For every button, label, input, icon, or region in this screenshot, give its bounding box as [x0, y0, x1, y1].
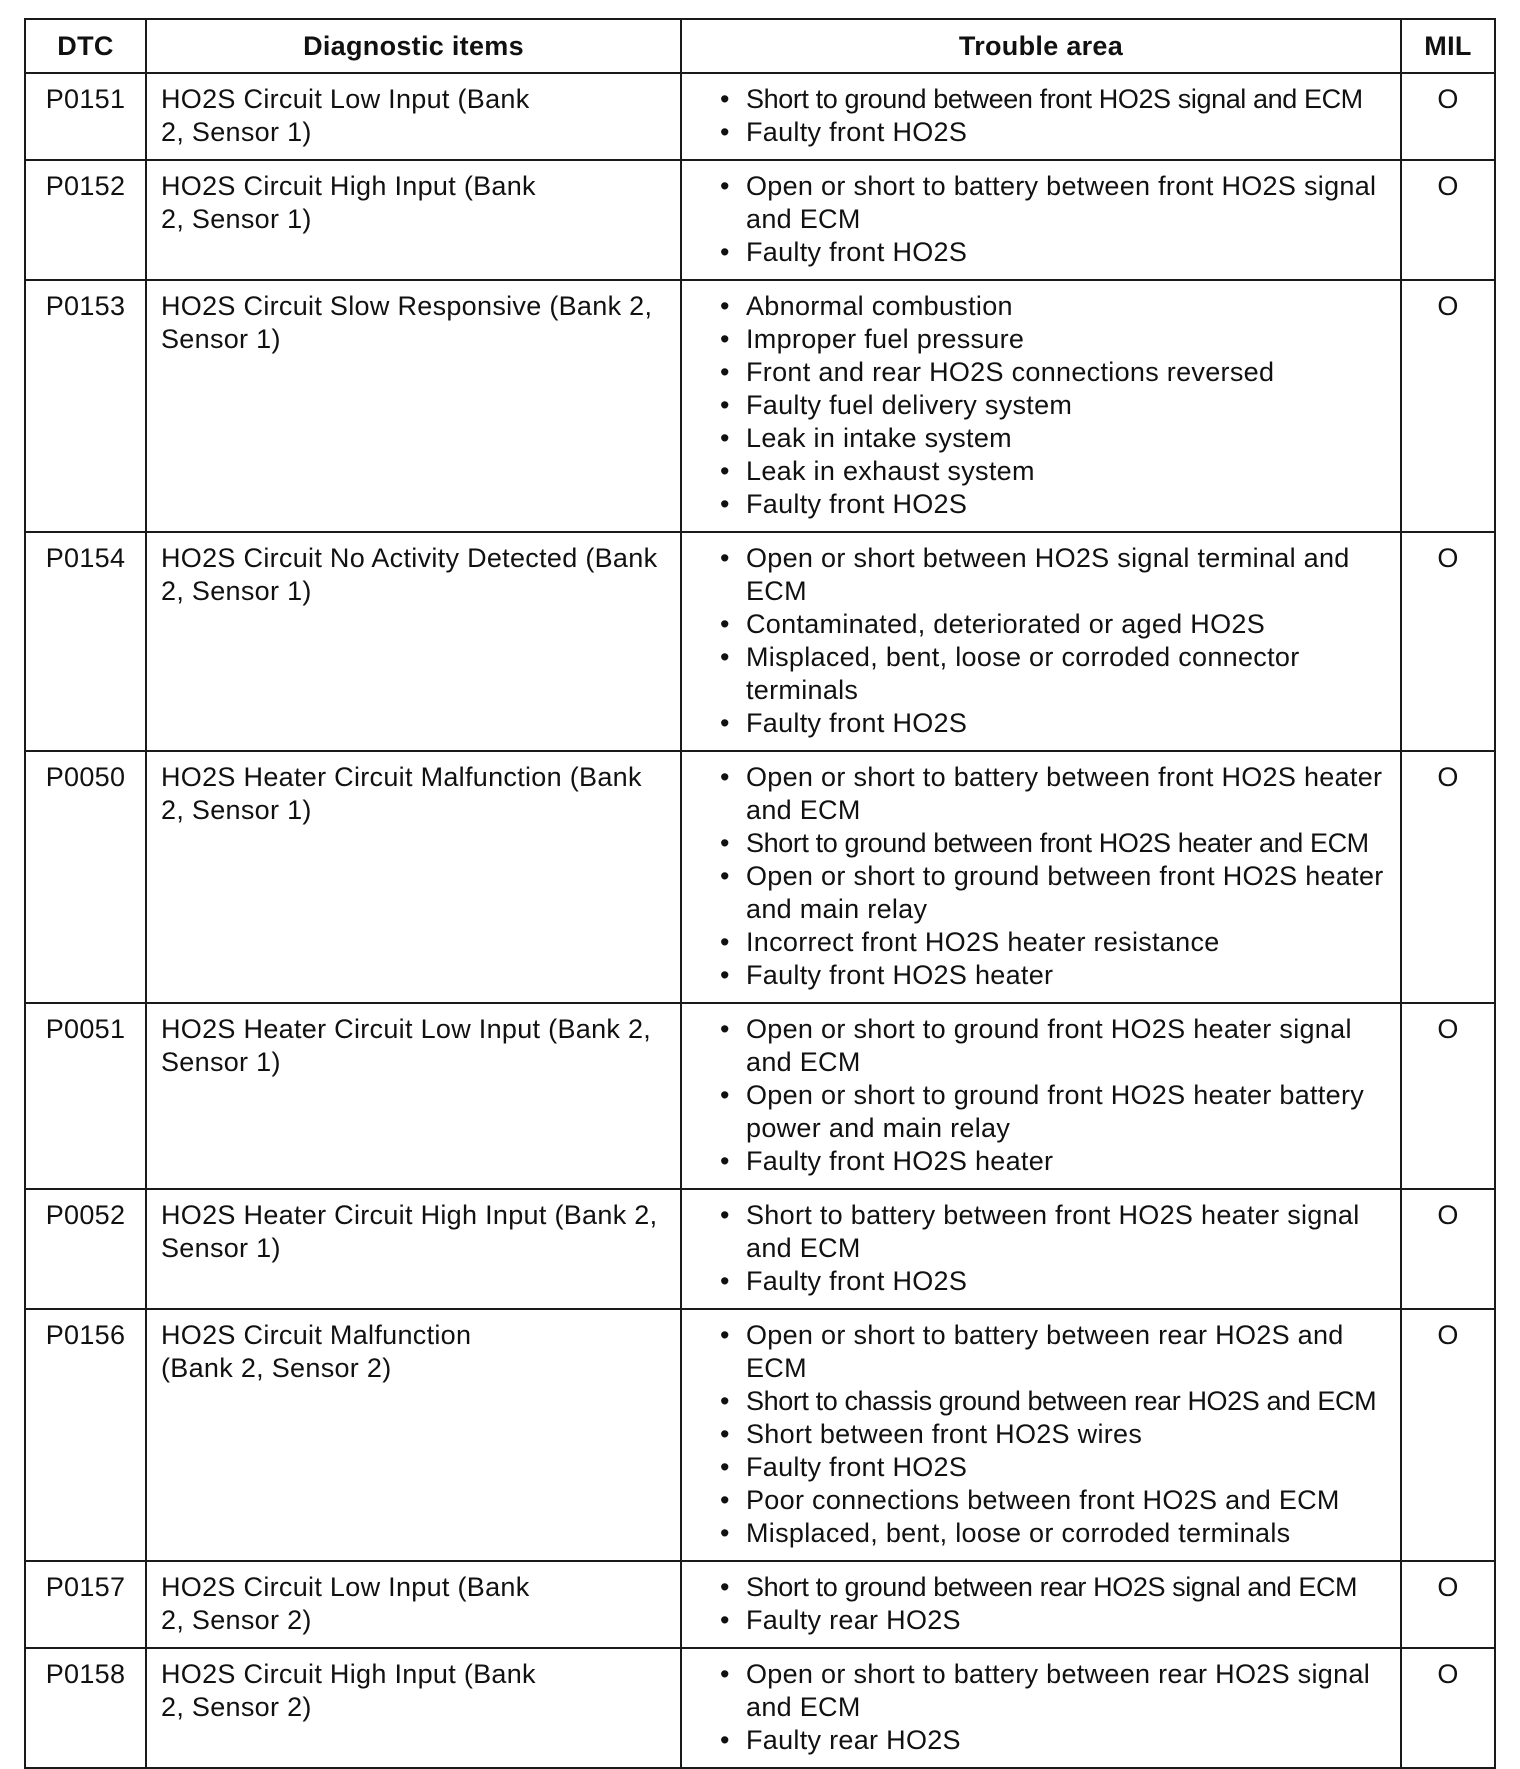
header-row — [25, 19, 1495, 73]
trouble-cause-item: • Short to ground between front HO2S heater and ECM — [720, 827, 1390, 860]
trouble-cause-item: • Leak in exhaust system — [720, 455, 1390, 488]
diagnostic-item: HO2S Heater Circuit Low Input (Bank 2, Sensor 1) — [146, 1003, 681, 1189]
trouble-cause-item: • Faulty fuel delivery system — [720, 389, 1390, 422]
trouble-area-list — [720, 1658, 1390, 1757]
trouble-area — [681, 1648, 1401, 1768]
trouble-area — [681, 1561, 1401, 1648]
diagnostic-item: HO2S Heater Circuit High Input (Bank 2, Sensor 1) — [146, 1189, 681, 1309]
trouble-area — [681, 1309, 1401, 1561]
diagnostic-item: HO2S Circuit No Activity Detected (Bank 2, Sensor 1) — [146, 532, 681, 751]
trouble-cause-item: • Improper fuel pressure — [720, 323, 1390, 356]
trouble-area-list — [720, 1199, 1390, 1298]
trouble-cause-item: • Open or short to ground between front HO2S heater and main relay — [720, 860, 1390, 926]
trouble-area — [681, 532, 1401, 751]
trouble-cause-item: • Contaminated, deteriorated or aged HO2S — [720, 608, 1390, 641]
trouble-cause-item: • Open or short to battery between rear HO2S and ECM — [720, 1319, 1390, 1385]
trouble-cause-item: • Faulty front HO2S — [720, 116, 1390, 149]
trouble-cause-item: • Short to chassis ground between rear HO2S and ECM — [720, 1385, 1390, 1418]
trouble-area — [681, 280, 1401, 532]
header-diagnostic-items: Diagnostic items — [146, 19, 681, 73]
trouble-cause-item: • Short to battery between front HO2S heater signal and ECM — [720, 1199, 1390, 1265]
table-row — [25, 1003, 1495, 1189]
table-row — [25, 1561, 1495, 1648]
diagnostic-item: HO2S Circuit High Input (Bank 2, Sensor 1) — [146, 160, 681, 280]
header-trouble-area: Trouble area — [681, 19, 1401, 73]
header-mil: MIL — [1401, 19, 1495, 73]
trouble-cause-item: • Faulty front HO2S — [720, 707, 1390, 740]
trouble-cause-item: • Faulty front HO2S — [720, 488, 1390, 521]
mil-indicator: O — [1401, 1003, 1495, 1189]
diagnostic-item: HO2S Circuit Low Input (Bank 2, Sensor 2) — [146, 1561, 681, 1648]
trouble-cause-item: • Open or short between HO2S signal terminal and ECM — [720, 542, 1390, 608]
table-row — [25, 1309, 1495, 1561]
header-dtc: DTC — [25, 19, 146, 73]
trouble-cause-item: • Poor connections between front HO2S and ECM — [720, 1484, 1390, 1517]
trouble-cause-item: • Open or short to battery between front HO2S heater and ECM — [720, 761, 1390, 827]
table-body — [25, 73, 1495, 1768]
trouble-cause-item: • Misplaced, bent, loose or corroded connector terminals — [720, 641, 1390, 707]
trouble-area — [681, 751, 1401, 1003]
trouble-area-list — [720, 761, 1390, 992]
mil-indicator: O — [1401, 1561, 1495, 1648]
trouble-cause-item: • Open or short to battery between rear HO2S signal and ECM — [720, 1658, 1390, 1724]
table-row — [25, 280, 1495, 532]
trouble-area — [681, 160, 1401, 280]
dtc-code: P0153 — [25, 280, 146, 532]
table-row — [25, 73, 1495, 160]
trouble-area-list — [720, 170, 1390, 269]
dtc-code: P0151 — [25, 73, 146, 160]
trouble-cause-item: • Short to ground between front HO2S signal and ECM — [720, 83, 1390, 116]
mil-indicator: O — [1401, 1189, 1495, 1309]
dtc-code: P0052 — [25, 1189, 146, 1309]
trouble-cause-item: • Open or short to ground front HO2S heater battery power and main relay — [720, 1079, 1390, 1145]
trouble-cause-item: • Faulty front HO2S heater — [720, 1145, 1390, 1178]
mil-indicator: O — [1401, 751, 1495, 1003]
mil-indicator: O — [1401, 280, 1495, 532]
trouble-cause-item: • Misplaced, bent, loose or corroded terminals — [720, 1517, 1390, 1550]
trouble-cause-item: • Abnormal combustion — [720, 290, 1390, 323]
trouble-cause-item: • Faulty front HO2S heater — [720, 959, 1390, 992]
diagnostic-item: HO2S Heater Circuit Malfunction (Bank 2, Sensor 1) — [146, 751, 681, 1003]
trouble-area-list — [720, 290, 1390, 521]
diagnostic-item: HO2S Circuit Low Input (Bank 2, Sensor 1) — [146, 73, 681, 160]
trouble-cause-item: • Front and rear HO2S connections reversed — [720, 356, 1390, 389]
trouble-cause-item: • Short to ground between rear HO2S signal and ECM — [720, 1571, 1390, 1604]
table-row — [25, 1648, 1495, 1768]
trouble-area-list — [720, 1319, 1390, 1550]
trouble-area — [681, 1003, 1401, 1189]
trouble-cause-item: • Faulty front HO2S — [720, 1451, 1390, 1484]
trouble-area — [681, 73, 1401, 160]
table-row — [25, 160, 1495, 280]
table-row — [25, 1189, 1495, 1309]
trouble-cause-item: • Short between front HO2S wires — [720, 1418, 1390, 1451]
dtc-code: P0157 — [25, 1561, 146, 1648]
dtc-code: P0050 — [25, 751, 146, 1003]
trouble-cause-item: • Open or short to ground front HO2S heater signal and ECM — [720, 1013, 1390, 1079]
trouble-cause-item: • Faulty front HO2S — [720, 236, 1390, 269]
dtc-code: P0154 — [25, 532, 146, 751]
diagnostic-item: HO2S Circuit Malfunction (Bank 2, Sensor 2) — [146, 1309, 681, 1561]
mil-indicator: O — [1401, 160, 1495, 280]
trouble-area-list — [720, 1013, 1390, 1178]
table-row — [25, 751, 1495, 1003]
trouble-area-list — [720, 83, 1390, 149]
trouble-cause-item: • Faulty front HO2S — [720, 1265, 1390, 1298]
mil-indicator: O — [1401, 532, 1495, 751]
dtc-code: P0051 — [25, 1003, 146, 1189]
trouble-area-list — [720, 1571, 1390, 1637]
trouble-cause-item: • Leak in intake system — [720, 422, 1390, 455]
trouble-cause-item: • Incorrect front HO2S heater resistance — [720, 926, 1390, 959]
trouble-cause-item: • Faulty rear HO2S — [720, 1724, 1390, 1757]
mil-indicator: O — [1401, 1648, 1495, 1768]
dtc-code: P0158 — [25, 1648, 146, 1768]
diagnostic-item: HO2S Circuit High Input (Bank 2, Sensor 2) — [146, 1648, 681, 1768]
table-header — [25, 19, 1495, 73]
diagnostic-item: HO2S Circuit Slow Responsive (Bank 2, Sensor 1) — [146, 280, 681, 532]
trouble-area-list — [720, 542, 1390, 740]
trouble-area — [681, 1189, 1401, 1309]
trouble-cause-item: • Faulty rear HO2S — [720, 1604, 1390, 1637]
dtc-code: P0152 — [25, 160, 146, 280]
mil-indicator: O — [1401, 73, 1495, 160]
trouble-cause-item: • Open or short to battery between front HO2S signal and ECM — [720, 170, 1390, 236]
dtc-code: P0156 — [25, 1309, 146, 1561]
dtc-table — [24, 18, 1496, 1769]
mil-indicator: O — [1401, 1309, 1495, 1561]
table-row — [25, 532, 1495, 751]
